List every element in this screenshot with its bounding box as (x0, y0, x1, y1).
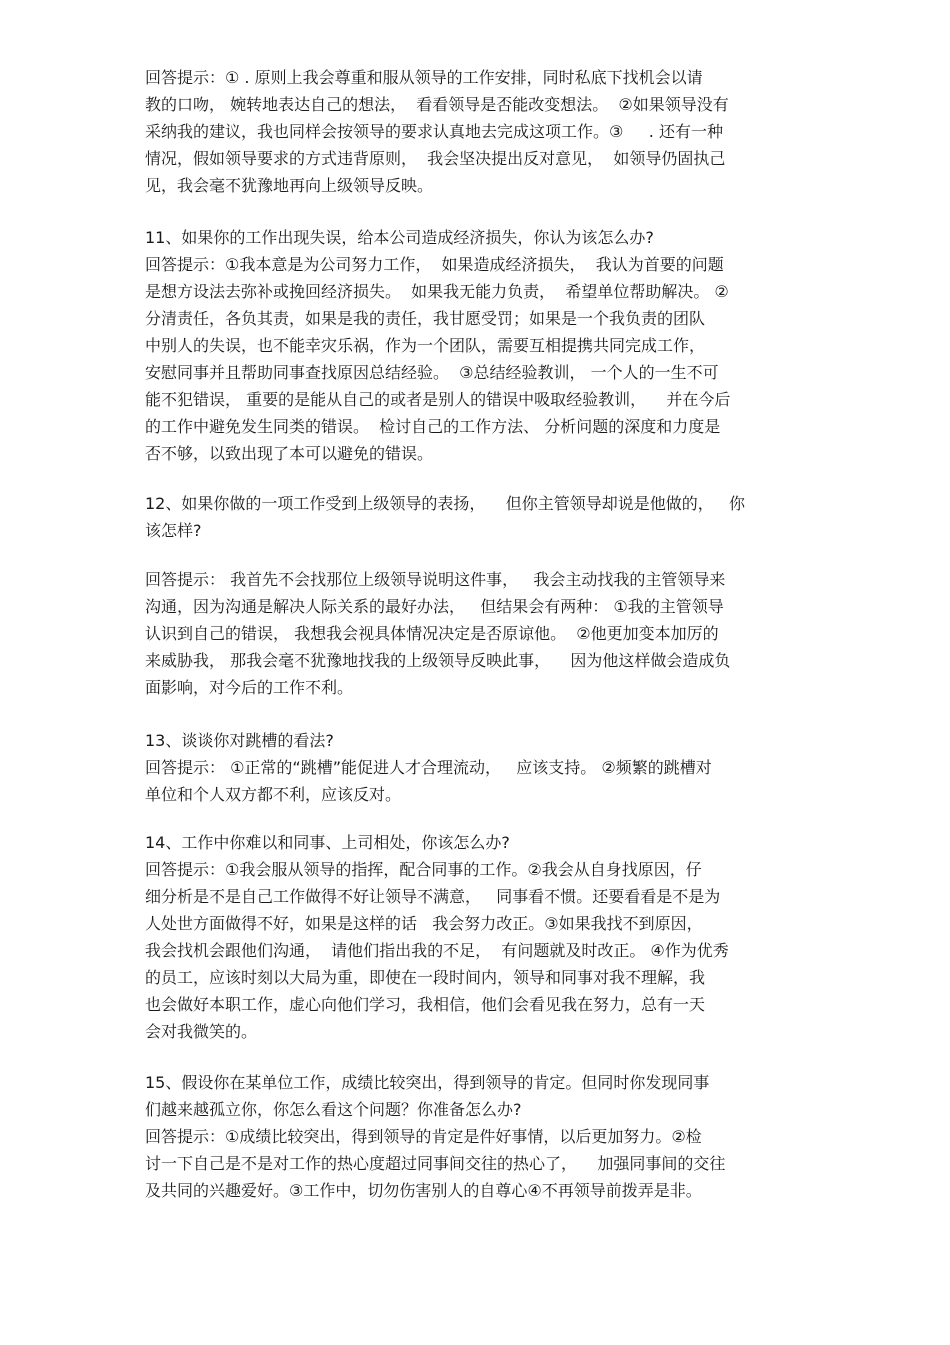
answer-12-line: 来威胁我， 那我会毫不犹豫地找我的上级领导反映此事， 因为他这样做会造成负 (145, 651, 731, 670)
question-11-line: 的工作中避免发生同类的错误。 检讨自己的工作方法、 分析问题的深度和力度是 (145, 417, 721, 436)
question-11-line: 中别人的失误，也不能幸灾乐祸，作为一个团队，需要互相提携共同完成工作， (145, 336, 706, 355)
question-15-paragraph (145, 1069, 825, 1204)
answer-12-paragraph (145, 566, 825, 701)
question-15-line: 回答提示：①成绩比较突出，得到领导的肯定是件好事情，以后更加努力。②检 (145, 1127, 702, 1146)
answer-12-line: 回答提示： 我首先不会找那位上级领导说明这件事， 我会主动找我的主管领导来 (145, 570, 726, 589)
question-13-line: 回答提示： ①正常的“跳槽”能促进人才合理流动， 应该支持。 ②频繁的跳槽对 (145, 758, 712, 777)
answer-10-line: 情况，假如领导要求的方式违背原则， 我会坚决提出反对意见， 如领导仍固执己 (145, 149, 726, 168)
question-11-line: 能不犯错误， 重要的是能从自己的或者是别人的错误中吸取经验教训， 并在今后 (145, 390, 731, 409)
question-11-line: 回答提示：①我本意是为公司努力工作， 如果造成经济损失， 我认为首要的问题 (145, 255, 724, 274)
question-11-line: 是想方设法去弥补或挽回经济损失。 如果我无能力负责， 希望单位帮助解决。 ② (145, 282, 729, 301)
question-11-line: 分清责任，各负其责，如果是我的责任，我甘愿受罚；如果是一个我负责的团队 (145, 309, 706, 328)
answer-12-line: 认识到自己的错误， 我想我会视具体情况决定是否原谅他。 ②他更加变本加厉的 (145, 624, 719, 643)
question-14-line: 的员工，应该时刻以大局为重，即使在一段时间内，领导和同事对我不理解，我 (145, 968, 706, 987)
question-11-line: 安慰同事并且帮助同事查找原因总结经验。 ③总结经验教训， 一个人的一生不可 (145, 363, 719, 382)
question-11-line: 11、如果你的工作出现失误，给本公司造成经济损失，你认为该怎么办? (145, 228, 654, 247)
question-11-line: 否不够，以致出现了本可以避免的错误。 (145, 444, 434, 463)
question-14-line: 我会找机会跟他们沟通， 请他们指出我的不足， 有问题就及时改正。 ④作为优秀 (145, 941, 729, 960)
question-15-line: 及共同的兴趣爱好。③工作中，切勿伤害别人的自尊心④不再领导前拨弄是非。 (145, 1181, 702, 1200)
answer-12-line: 沟通，因为沟通是解决人际关系的最好办法， 但结果会有两种： ①我的主管领导 (145, 597, 724, 616)
question-15-line: 讨一下自己是不是对工作的热心度超过同事间交往的热心了， 加强同事间的交往 (145, 1154, 726, 1173)
question-13-paragraph (145, 727, 825, 808)
question-14-line: 人处世方面做得不好，如果是这样的话 我会努力改正。③如果我找不到原因， (145, 914, 703, 933)
question-14-line: 细分析是不是自己工作做得不好让领导不满意， 同事看不惯。还要看看是不是为 (145, 887, 721, 906)
answer-10-line: 回答提示：① . 原则上我会尊重和服从领导的工作安排，同时私底下找机会以请 (145, 68, 703, 87)
question-12-line: 该怎样? (145, 521, 202, 540)
answer-12-line: 面影响，对今后的工作不利。 (145, 678, 354, 697)
question-15-line: 们越来越孤立你，你怎么看这个问题？你准备怎么办? (145, 1100, 522, 1119)
question-13-line: 单位和个人双方都不利，应该反对。 (145, 785, 402, 804)
answer-10-line: 见，我会毫不犹豫地再向上级领导反映。 (145, 176, 434, 195)
question-14-line: 会对我微笑的。 (145, 1022, 258, 1041)
question-13-line: 13、谈谈你对跳槽的看法? (145, 731, 334, 750)
question-14-paragraph (145, 829, 825, 1045)
question-15-line: 15、假设你在某单位工作，成绩比较突出，得到领导的肯定。但同时你发现同事 (145, 1073, 710, 1092)
answer-10-paragraph (145, 64, 825, 199)
answer-10-line: 教的口吻， 婉转地表达自己的想法， 看看领导是否能改变想法。 ②如果领导没有 (145, 95, 729, 114)
question-12-paragraph (145, 490, 825, 544)
answer-10-line: 采纳我的建议，我也同样会按领导的要求认真地去完成这项工作。③ . 还有一种 (145, 122, 723, 141)
question-12-line: 12、如果你做的一项工作受到上级领导的表扬， 但你主管领导却说是他做的， 你 (145, 494, 745, 513)
question-14-line: 14、工作中你难以和同事、上司相处，你该怎么办? (145, 833, 510, 852)
question-11-paragraph (145, 224, 825, 467)
question-14-line: 也会做好本职工作，虚心向他们学习，我相信，他们会看见我在努力，总有一天 (145, 995, 706, 1014)
question-14-line: 回答提示：①我会服从领导的指挥，配合同事的工作。②我会从自身找原因，仔 (145, 860, 702, 879)
